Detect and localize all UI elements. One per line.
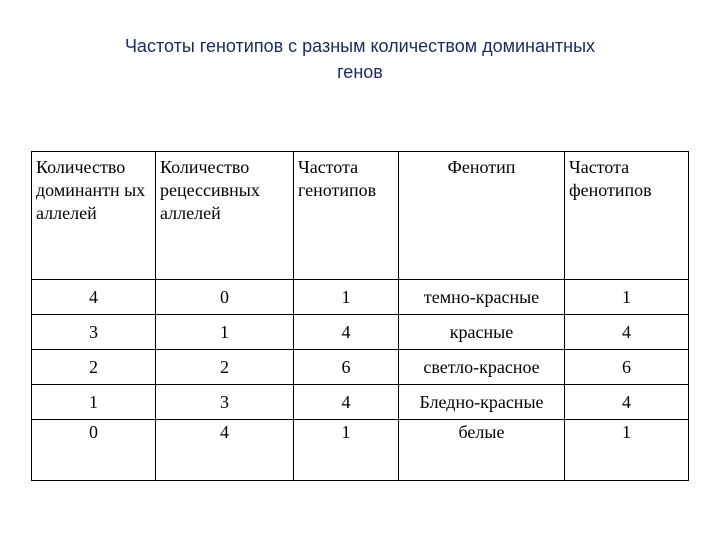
cell-recessive: 4 <box>156 420 294 481</box>
cell-genotype-frequency: 4 <box>294 385 399 420</box>
cell-genotype-frequency: 6 <box>294 350 399 385</box>
cell-dominant: 4 <box>32 280 156 315</box>
table-header-row <box>32 152 689 280</box>
header-recessive-alleles: Количество рецессивных аллелей <box>156 152 294 280</box>
cell-dominant: 0 <box>32 420 156 481</box>
cell-phenotype-frequency: 6 <box>565 350 689 385</box>
genotype-frequency-table <box>31 151 689 481</box>
cell-genotype-frequency: 1 <box>294 280 399 315</box>
table-row <box>32 315 689 350</box>
table-row <box>32 385 689 420</box>
cell-phenotype: белые <box>399 420 565 481</box>
slide-title <box>40 33 680 85</box>
cell-phenotype-frequency: 4 <box>565 315 689 350</box>
cell-recessive: 3 <box>156 385 294 420</box>
cell-dominant: 1 <box>32 385 156 420</box>
cell-recessive: 0 <box>156 280 294 315</box>
table-row <box>32 350 689 385</box>
header-phenotype-frequency: Частота фенотипов <box>565 152 689 280</box>
header-dominant-alleles: Количество доминантн ых аллелей <box>32 152 156 280</box>
cell-phenotype: Бледно-красные <box>399 385 565 420</box>
table-row <box>32 420 689 481</box>
cell-genotype-frequency: 1 <box>294 420 399 481</box>
cell-recessive: 2 <box>156 350 294 385</box>
table-row <box>32 280 689 315</box>
cell-phenotype-frequency: 4 <box>565 385 689 420</box>
cell-genotype-frequency: 4 <box>294 315 399 350</box>
slide-title-line-1: Частоты генотипов с разным количеством доминантных <box>124 36 596 56</box>
cell-dominant: 3 <box>32 315 156 350</box>
header-phenotype: Фенотип <box>399 152 565 280</box>
cell-recessive: 1 <box>156 315 294 350</box>
cell-phenotype: темно-красные <box>399 280 565 315</box>
cell-phenotype-frequency: 1 <box>565 280 689 315</box>
cell-dominant: 2 <box>32 350 156 385</box>
cell-phenotype: красные <box>399 315 565 350</box>
header-genotype-frequency: Частота генотипов <box>294 152 399 280</box>
cell-phenotype-frequency: 1 <box>565 420 689 481</box>
slide-title-line-2: генов <box>337 62 383 82</box>
cell-phenotype: светло-красное <box>399 350 565 385</box>
